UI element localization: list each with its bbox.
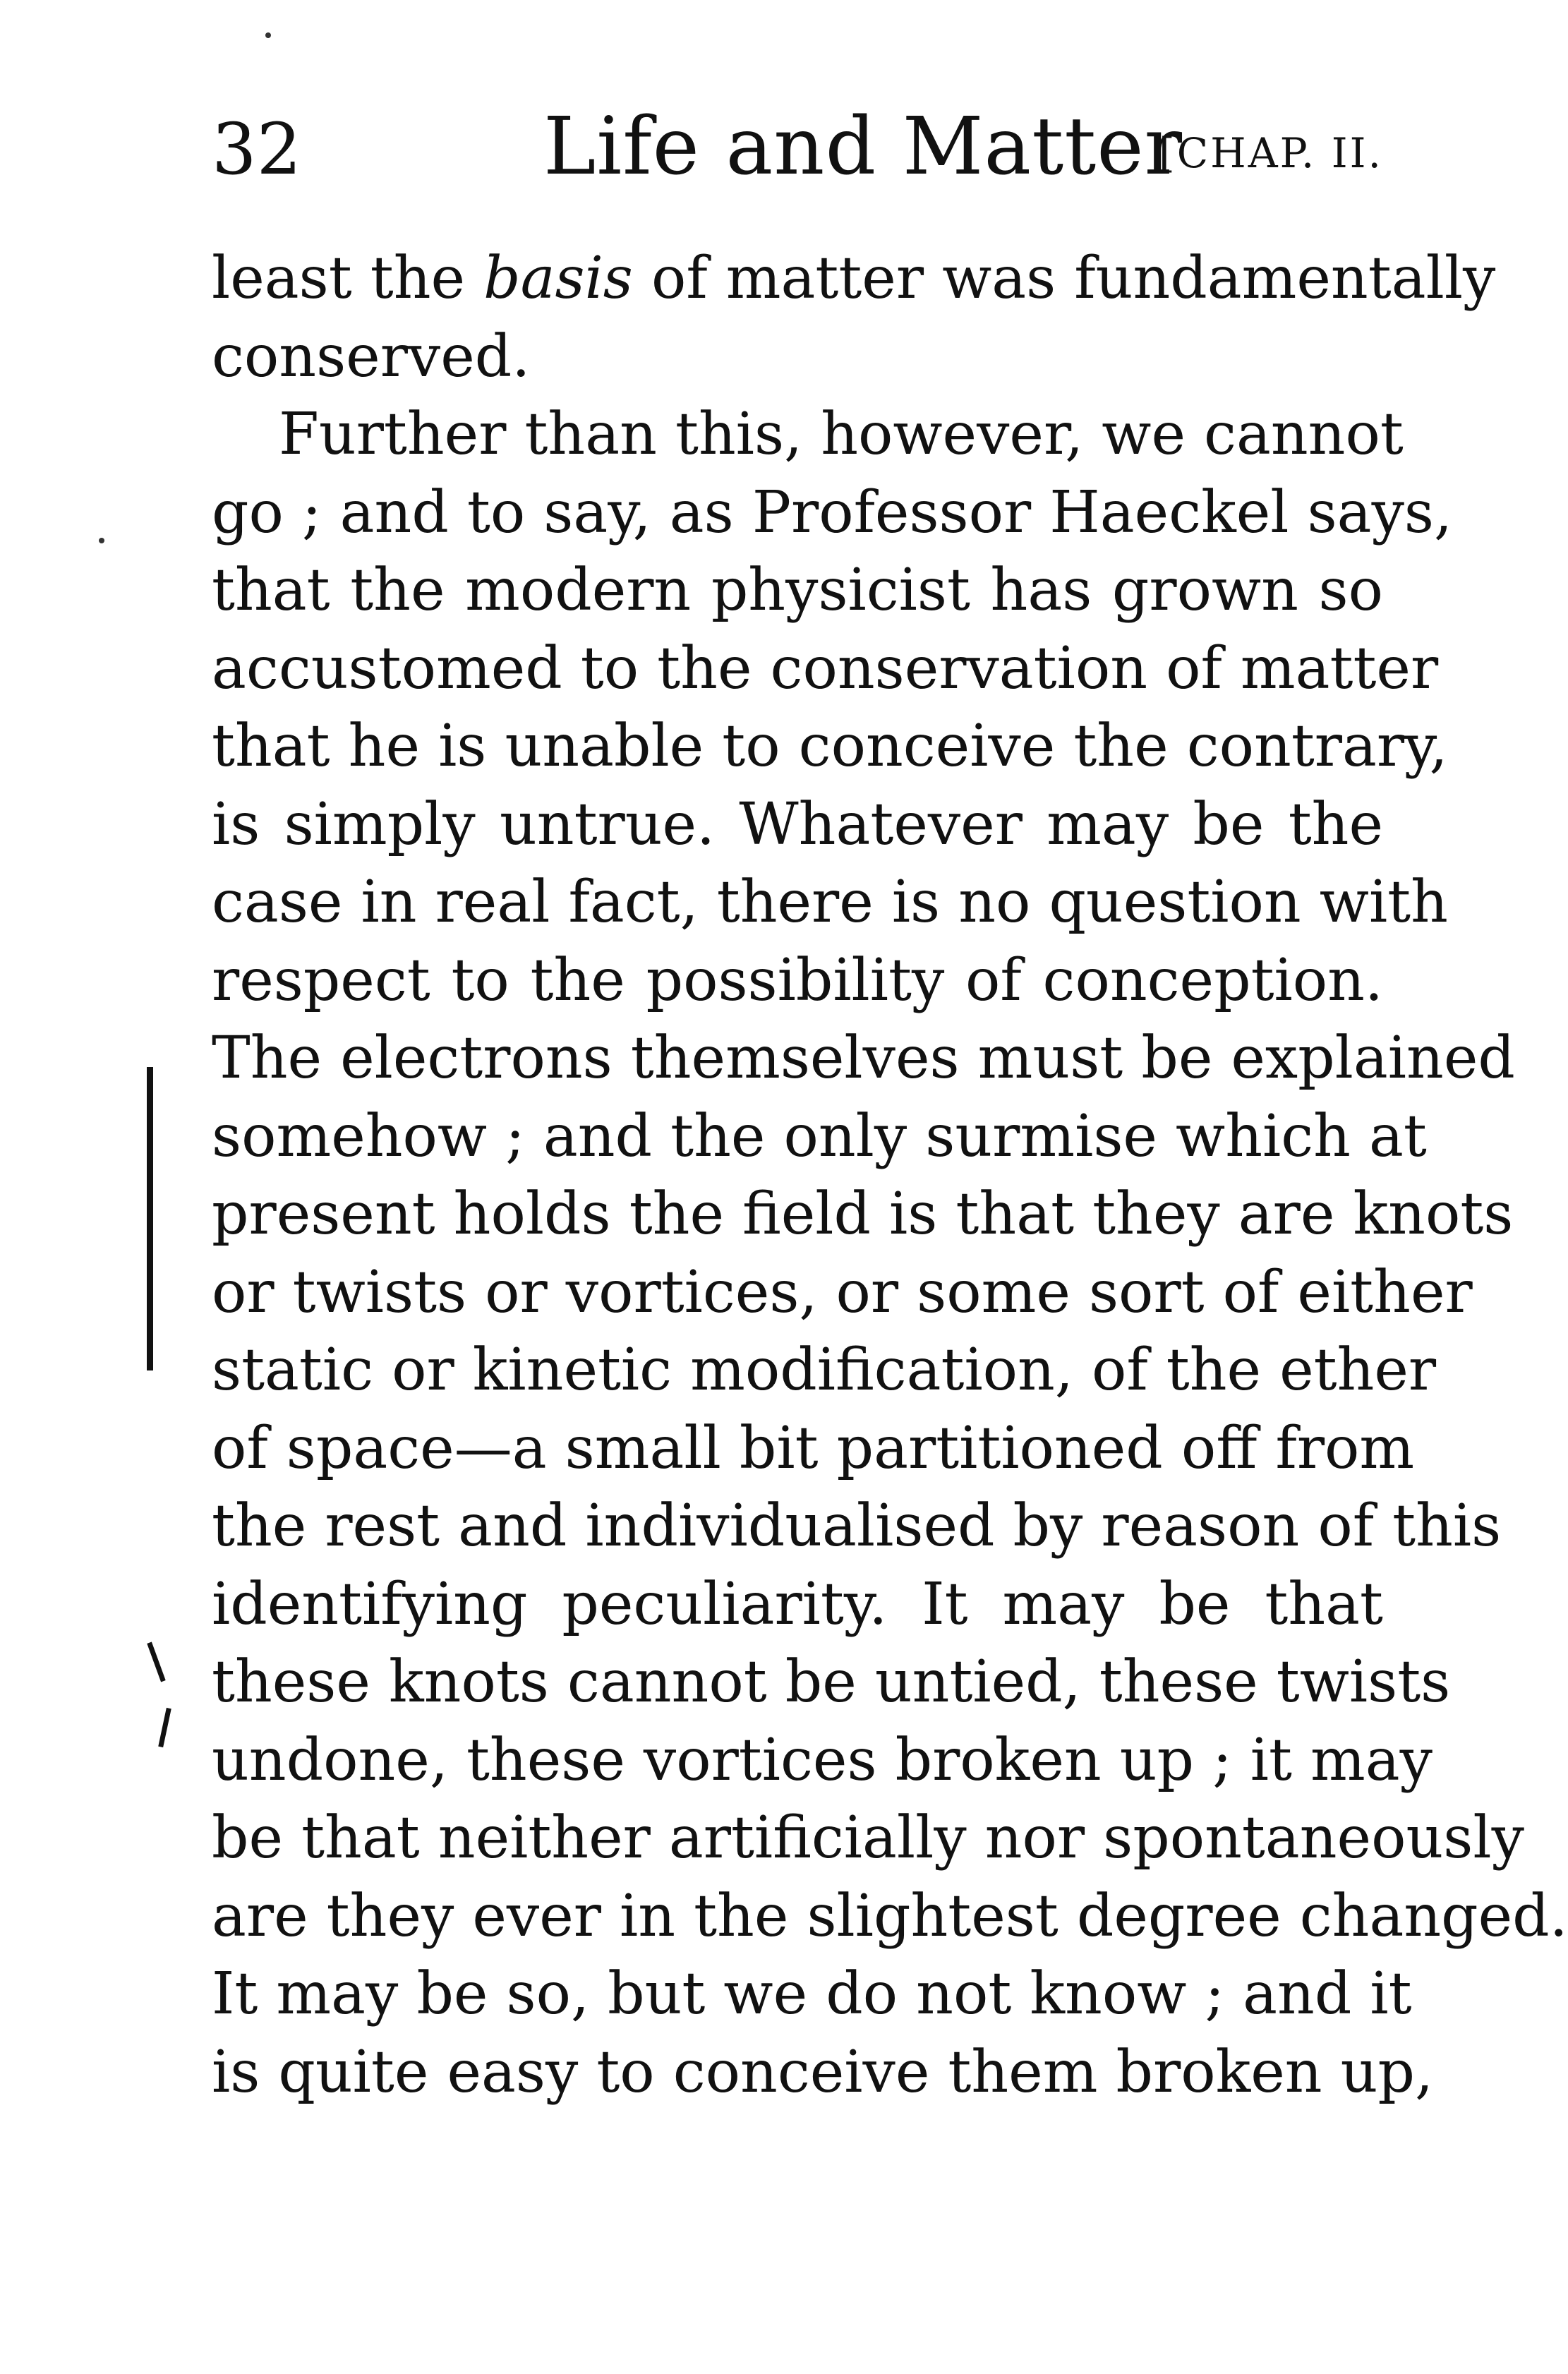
page-header	[212, 101, 1383, 205]
text-line: that he is unable to conceive the contrary,	[212, 713, 1448, 780]
margin-bracket-lower	[158, 1708, 171, 1747]
page-number: 32	[212, 108, 302, 191]
stray-dot-top	[265, 32, 271, 38]
text-line: Further than this, however, we cannot	[279, 401, 1404, 468]
body-text	[212, 240, 1568, 2111]
text-line: undone, these vortices broken up ; it may	[212, 1726, 1433, 1794]
text-line: are they ever in the slightest degree changed.	[212, 1882, 1568, 1950]
text-line: somehow ; and the only surmise which at	[212, 1102, 1427, 1170]
text-line: of space—a small bit partitioned off from	[212, 1414, 1415, 1482]
running-title: Life and Matter	[543, 101, 1183, 193]
text-line: accustomed to the conservation of matter	[212, 634, 1439, 702]
text-line: these knots cannot be untied, these twists	[212, 1649, 1451, 1716]
margin-line-mark	[147, 1067, 153, 1370]
emphasis-basis: basis	[483, 245, 633, 312]
text-line: go ; and to say, as Professor Haeckel says,	[212, 478, 1453, 546]
text-line: static or kinetic modification, of the ether	[212, 1337, 1437, 1404]
text-line: conserved.	[212, 323, 531, 390]
text-line: case in real fact, there is no question with	[212, 869, 1448, 936]
text-line: is simply untrue. Whatever may be the	[212, 790, 1383, 858]
text-line: respect to the possibility of conception.	[212, 946, 1383, 1014]
text-line: is quite easy to conceive them broken up,	[212, 2038, 1434, 2106]
chapter-reference: [CHAP. II.	[1159, 129, 1383, 177]
text-line: that the modern physicist has grown so	[212, 557, 1383, 624]
text-line: It may be so, but we do not know ; and it	[212, 1960, 1412, 2027]
text-line: the rest and individualised by reason of this	[212, 1493, 1502, 1560]
text-line: identifying peculiarity. It may be that	[212, 1570, 1383, 1638]
text-line: The electrons themselves must be explained	[212, 1025, 1515, 1092]
text-line: least the basis of matter was fundamentally	[212, 245, 1496, 312]
stray-dot-margin	[99, 538, 104, 543]
text-line: present holds the field is that they are knots	[212, 1181, 1514, 1248]
margin-bracket-upper	[147, 1642, 165, 1682]
text-line: be that neither artificially nor spontaneously	[212, 1804, 1524, 1872]
text-line: or twists or vortices, or some sort of either	[212, 1258, 1473, 1326]
